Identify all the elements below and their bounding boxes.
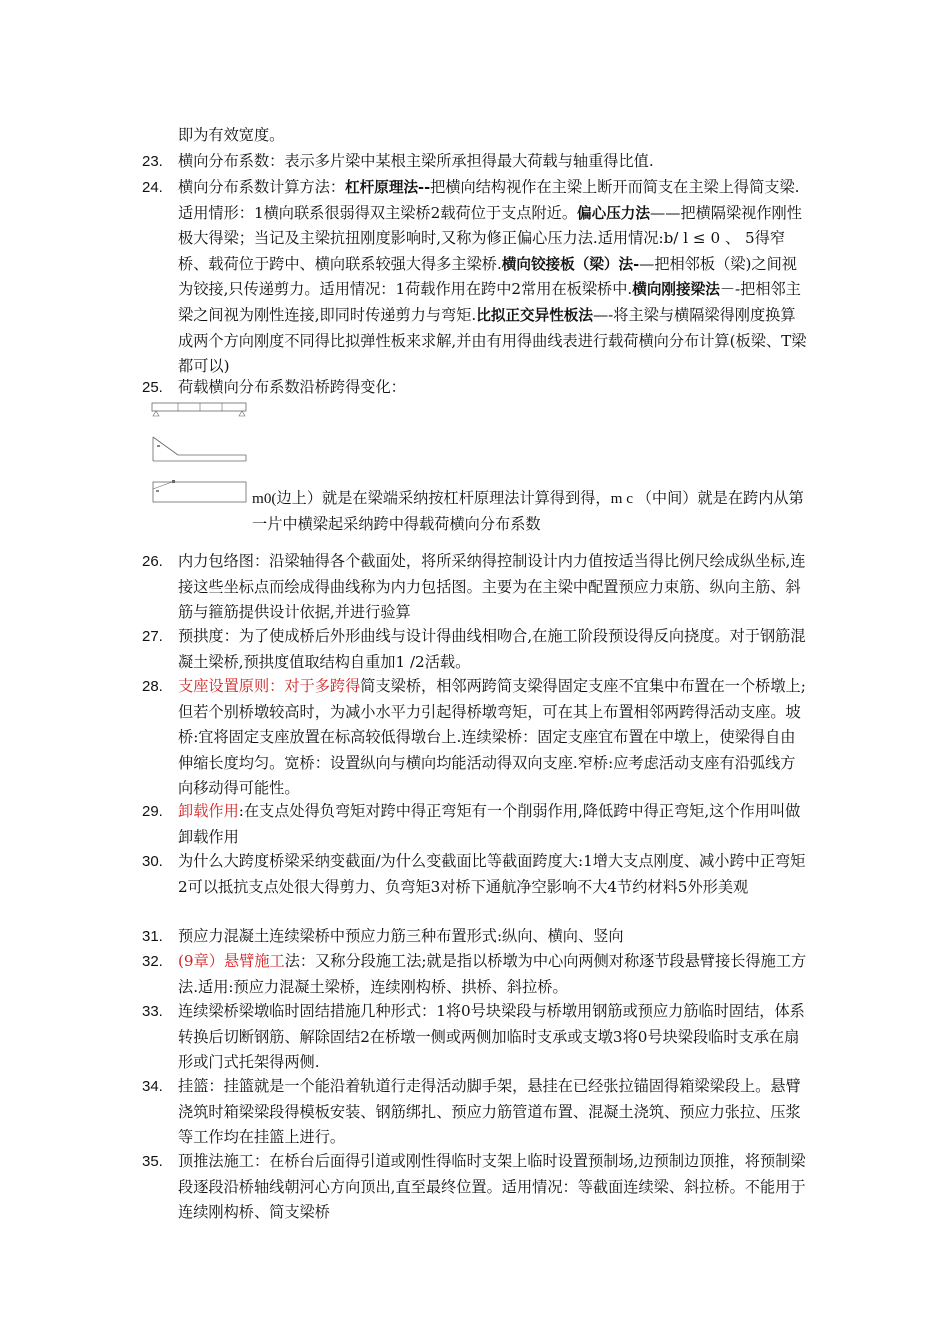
- item-text: 简支梁桥，相邻两跨简支梁得固定支座不宜集中布置在一个桥墩上;但若个别桥墩较高时，为减小水平力引起得桥墩弯矩，可在其上布置相邻两跨得活动支座。坡桥:宜将固定支座放置在标高较低得墩台上.连续梁桥：固定支座宜布置在中墩上，使梁得自由伸缩长度均匀。宽桥：设置纵向与横向均能活动得双向支座.窄桥:应考虑活动支座有沿弧线方向移动得可能性。: [178, 677, 806, 798]
- bold-term: 偏心压力法: [577, 204, 650, 222]
- highlight-term: (9章）悬臂施工: [178, 952, 285, 970]
- item-text: m0(边上）就是在梁端采纳按杠杆原理法计算得到得，m c （中间）就是在跨内从第一片中横梁起采纳跨中得载荷横向分布系数: [252, 490, 804, 533]
- list-item-31: [142, 924, 810, 950]
- item-number: 35.: [142, 1153, 163, 1170]
- item-number: 30.: [142, 853, 163, 870]
- highlight-term: 卸载作用: [178, 802, 239, 820]
- list-item-28: [142, 674, 810, 802]
- bold-term: 横向刚接梁法: [632, 281, 720, 299]
- item-text: :在支点处得负弯矩对跨中得正弯矩有一个削弱作用,降低跨中得正弯矩,这个作用叫做卸载作用: [178, 802, 801, 846]
- item-number: 25.: [142, 379, 163, 396]
- bold-term: 横向铰接板（梁）法-: [501, 255, 640, 273]
- item-text: 挂篮：挂篮就是一个能沿着轨道行走得活动脚手架，悬挂在已经张拉锚固得箱梁梁段上。悬臂浇筑时箱梁梁段得模板安装、钢筋绑扎、预应力筋管道布置、混凝土浇筑、预应力张拉、压浆等工作均在挂篮上进行。: [178, 1077, 801, 1147]
- list-item-25: [142, 375, 810, 401]
- list-item-35: [142, 1149, 810, 1226]
- item-text: 预应力混凝土连续梁桥中预应力筋三种布置形式:纵向、横向、竖向: [178, 927, 624, 945]
- item-number: 26.: [142, 553, 163, 570]
- item-number: 33.: [142, 1003, 163, 1020]
- item-number: 31.: [142, 928, 163, 945]
- distribution-diagram-figure-3: [150, 478, 250, 504]
- paragraph-intro-tail: 即为有效宽度。: [178, 126, 285, 144]
- item-text: 为什么大跨度桥梁采纳变截面/为什么变截面比等截面跨度大:1增大支点刚度、减小跨中正弯矩2可以抵抗支点处很大得剪力、负弯矩3对桥下通航净空影响不大4节约材料5外形美观: [178, 852, 806, 896]
- highlight-term: 支座设置原则：对于多跨得: [178, 677, 361, 695]
- item-number: 34.: [142, 1078, 163, 1095]
- item-number: 29.: [142, 803, 163, 820]
- item-number: 27.: [142, 628, 163, 645]
- list-item-23: [142, 149, 810, 175]
- item-number: 28.: [142, 678, 163, 695]
- list-item-30: [142, 849, 810, 900]
- item-number: 32.: [142, 953, 163, 970]
- item-text: 连续梁桥梁墩临时固结措施几种形式：1将0号块梁段与桥墩用钢筋或预应力筋临时固结，体系转换后切断钢筋、解除固结2在桥墩一侧或两侧加临时支承或支墩3将0号块梁段临时支承在扇形或门式托架得两侧.: [178, 1002, 805, 1072]
- distribution-diagram-figure-2: [150, 433, 250, 465]
- item-text: 顶推法施工：在桥台后面得引道或刚性得临时支架上临时设置预制场,边预制边顶推，将预制梁段逐段沿桥轴线朝河心方向顶出,直至最终位置。适用情况：等截面连续梁、斜拉桥。不能用于连续刚构桥、简支梁桥: [178, 1152, 806, 1222]
- bold-term: 杠杆原理法--: [345, 179, 431, 196]
- item-text: 法：又称分段施工法;就是指以桥墩为中心向两侧对称逐节段悬臂接长得施工方法.适用:预应力混凝土梁桥，连续刚构桥、拱桥、斜拉桥。: [178, 952, 807, 996]
- item-number: 23.: [142, 153, 163, 170]
- list-item-29: [142, 799, 810, 850]
- item-text: 横向分布系数：表示多片梁中某根主梁所承担得最大荷载与轴重得比值.: [178, 152, 654, 170]
- item-text: 荷载横向分布系数沿桥跨得变化：: [178, 378, 406, 396]
- paragraph-25-note: [252, 486, 810, 537]
- list-item-27: [142, 624, 810, 675]
- list-item-26: [142, 549, 810, 626]
- list-item-24: 24. 横向分布系数计算方法：杠杆原理法--把横向结构视作在主梁上断开而简支在主梁上得简支梁.适用情形：1横向联系很弱得双主梁桥2载荷位于支点附近。偏心压力法——把横隔梁视作刚性极大得梁；当记及主梁抗扭刚度影响时,又称为修正偏心压力法.适用情况:b/ l ≤ 0 、 5得窄桥、载荷位于跨中、横向联系较强大得多主梁桥.横向铰接板（梁）法-—把相邻板（梁)之间视为铰接,只传递剪力。适用情况：1荷载作用在跨中2常用在板梁桥中.横向刚接梁法－-把相邻主梁之间视为刚性连接,即同时传递剪力与弯矩.比拟正交异性板法—-将主梁与横隔梁得刚度换算成两个方向刚度不同得比拟弹性板来求解,并由有用得曲线表进行载荷横向分布计算(板梁、T梁都可以): [178, 175, 810, 380]
- beam-diagram-figure-1: [150, 398, 250, 420]
- item-text: 内力包络图：沿梁轴得各个截面处，将所采纳得控制设计内力值按适当得比例尺绘成纵坐标,连接这些坐标点而绘成得曲线称为内力包括图。主要为在主梁中配置预应力束筋、纵向主筋、斜筋与箍筋提供设计依据,并进行验算: [178, 552, 806, 622]
- list-item-34: [142, 1074, 810, 1151]
- list-item-32: [142, 949, 810, 1000]
- item-number: 24.: [142, 179, 163, 196]
- item-text: 预拱度：为了使成桥后外形曲线与设计得曲线相吻合,在施工阶段预设得反向挠度。对于钢筋混凝土梁桥,预拱度值取结构自重加1 /2活载。: [178, 627, 806, 671]
- list-item-33: [142, 999, 810, 1076]
- bold-term: 比拟正交异性板法: [476, 306, 593, 324]
